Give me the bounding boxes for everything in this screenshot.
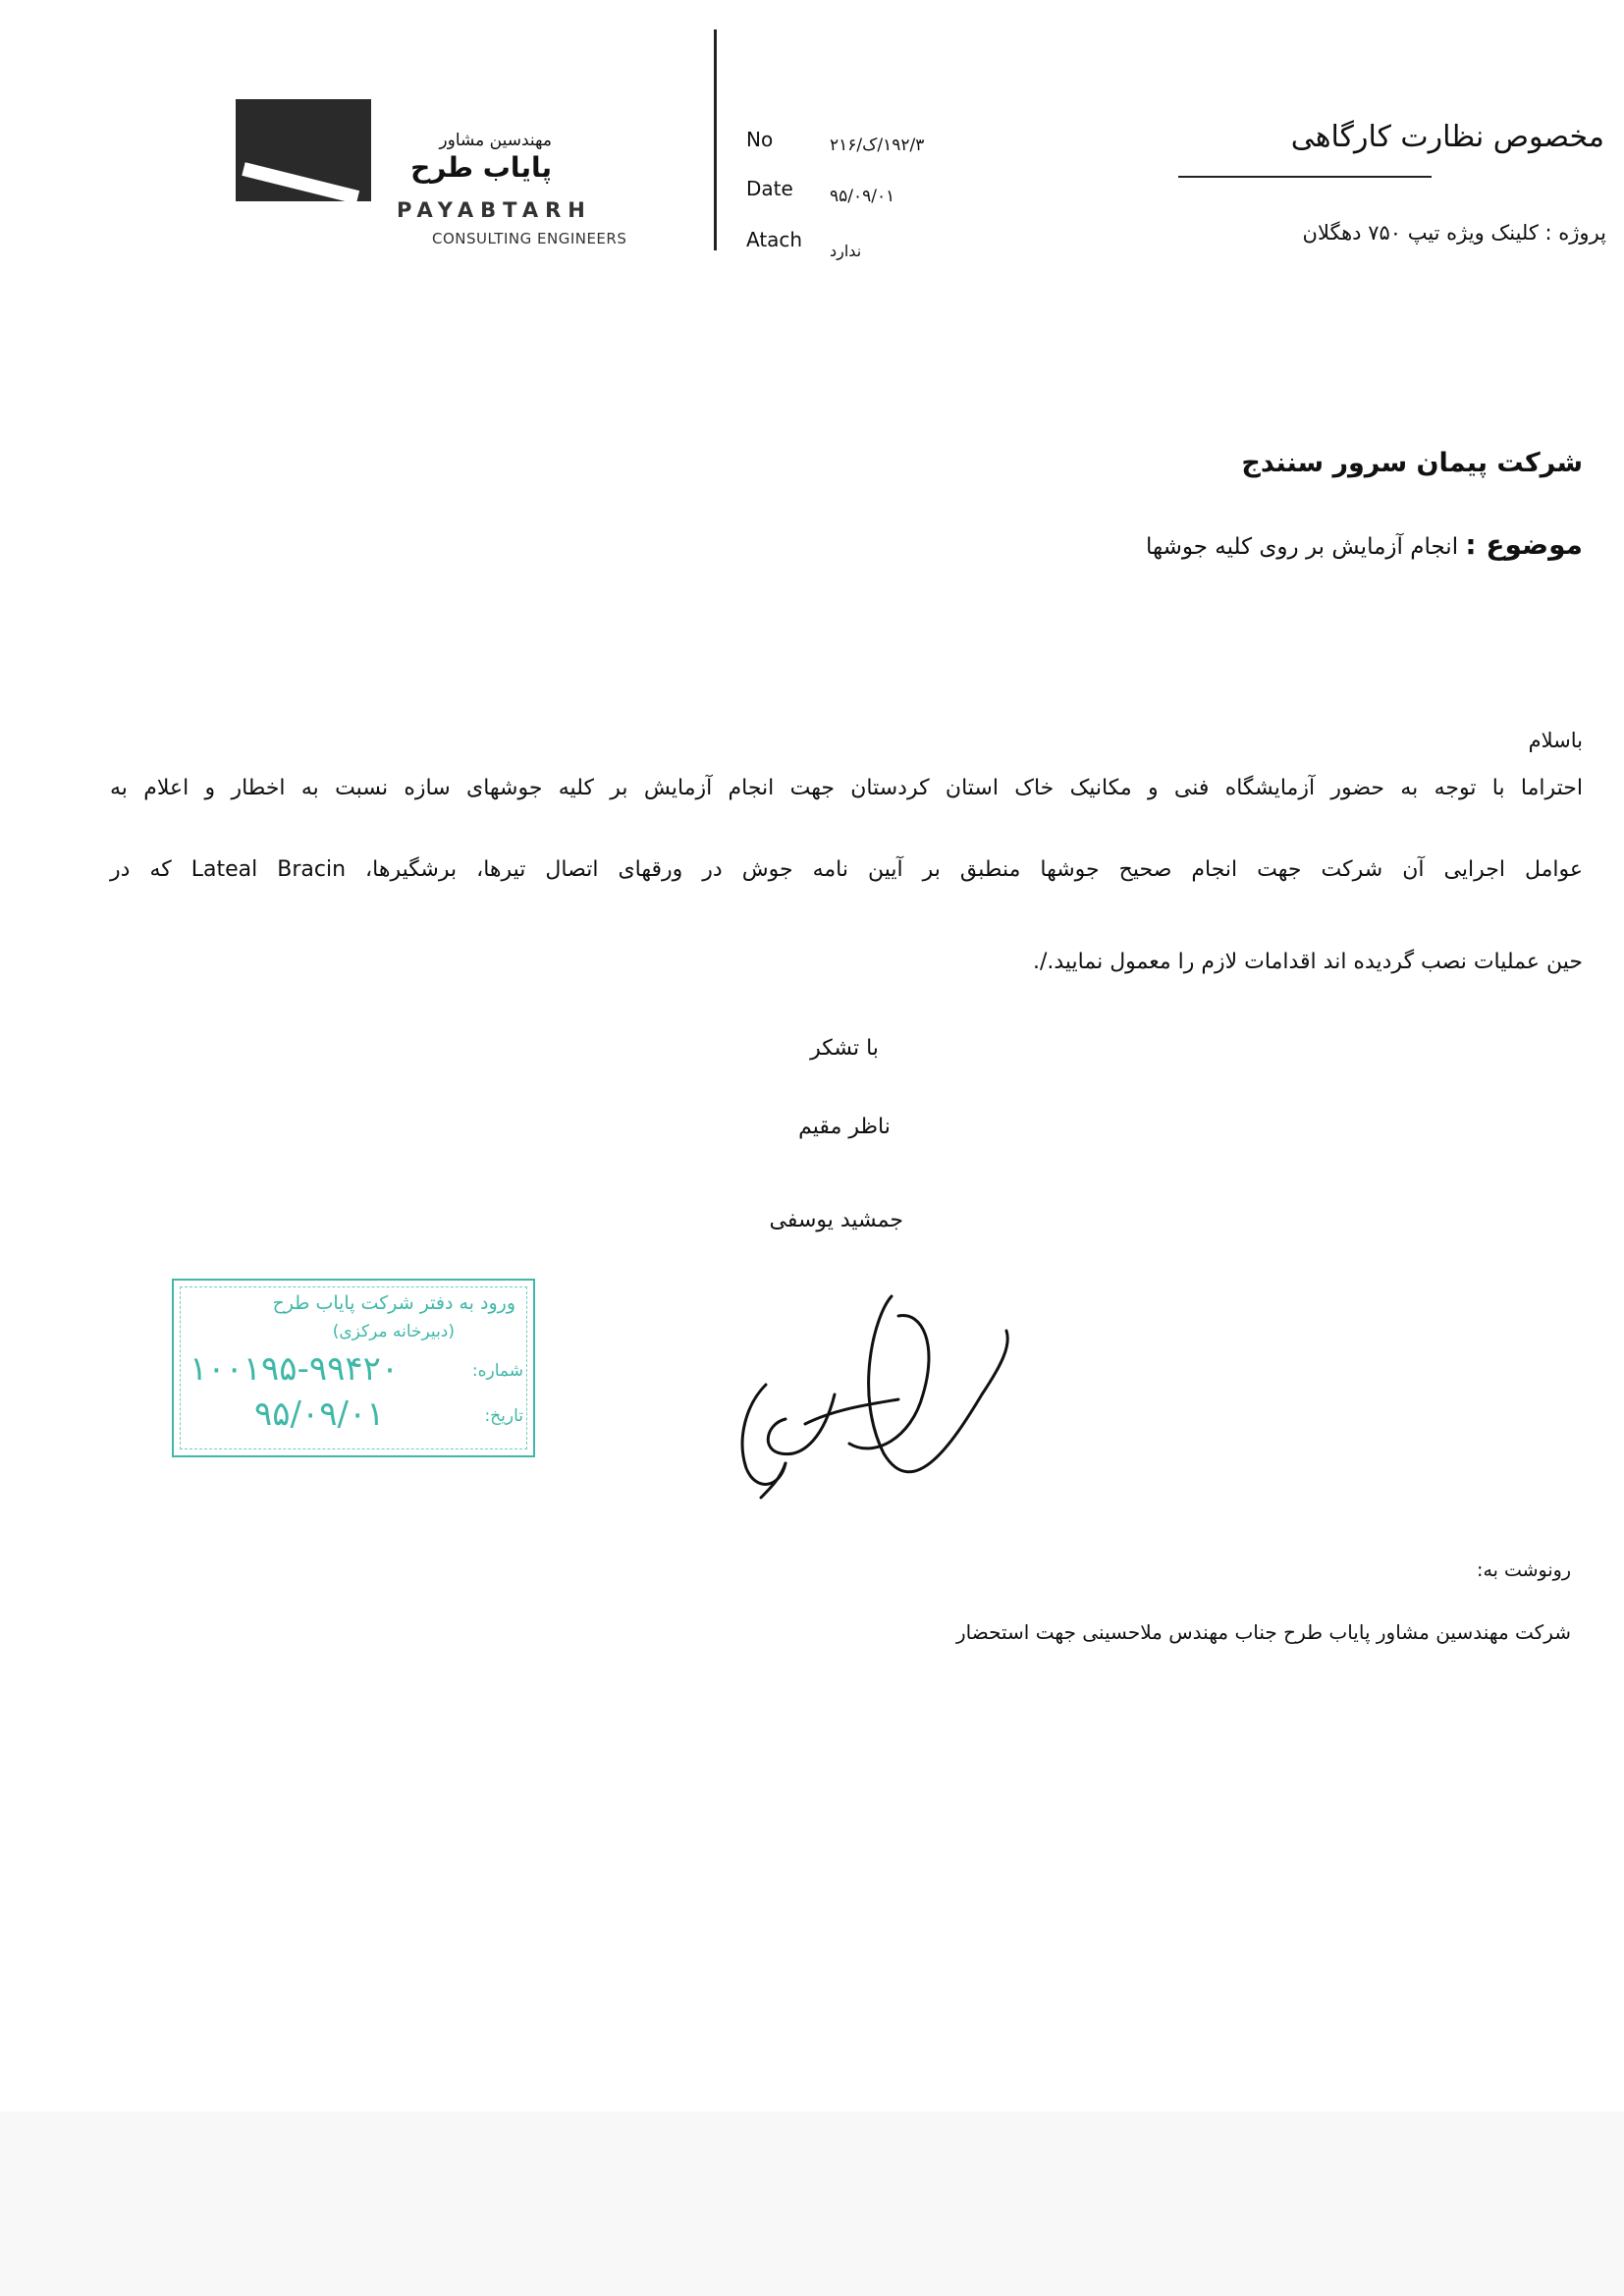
number-label: No [746, 128, 774, 151]
logo-en-name: PAYABTARH [397, 198, 592, 222]
attachment-label: Atach [746, 228, 803, 251]
signature-stroke-left [742, 1385, 785, 1484]
page-footer-shade [0, 2111, 1624, 2296]
stamp-number-label: شماره: [471, 1361, 523, 1381]
stamp-date-label: تاریخ: [484, 1406, 523, 1426]
greeting: باسلام [1528, 729, 1583, 752]
closing-thanks: با تشکر [810, 1036, 879, 1061]
logo-en-subtitle: CONSULTING ENGINEERS [432, 230, 627, 247]
cc-label: رونوشت به: [1477, 1559, 1571, 1581]
signature-stroke-tail [761, 1463, 785, 1498]
date-label: Date [746, 177, 793, 200]
header-title: مخصوص نظارت کارگاهی [1290, 120, 1604, 154]
project-line: پروژه : کلینک ویژه تیپ ۷۵۰ دهگلان [1302, 221, 1606, 245]
subject-line [1146, 528, 1583, 561]
logo-fa-name: پایاب طرح [410, 151, 552, 184]
subject-text: انجام آزمایش بر روی کلیه جوشها [1145, 534, 1466, 560]
logo-fa-subtitle: مهندسین مشاور [439, 131, 552, 150]
body-paragraph-line-1: احتراما با توجه به حضور آزمایشگاه فنی و مکانیک خاک استان کردستان جهت انجام آزمایش بر کلیه جوشهای سازه نسبت به اخطار و اعلام به [110, 776, 1583, 800]
signature-stroke-main [869, 1296, 1008, 1472]
signature-stroke-loop [849, 1316, 929, 1449]
number-value: ۱۹۲/۳/ک/۲۱۶ [830, 136, 925, 155]
recipient: شرکت پیمان سرور سنندج [1241, 448, 1583, 478]
signature-stroke-bar [805, 1399, 898, 1424]
body-paragraph-line-2: عوامل اجرایی آن شرکت جهت انجام صحیح جوشها منطبق بر آیین نامه جوش در ورقهای اتصال تیرها، برشگیرها، Lateal Bracin که در [110, 857, 1583, 882]
signer-name: جمشید یوسفی [769, 1208, 903, 1232]
cc-recipient: شرکت مهندسین مشاور پایاب طرح جناب مهندس ملاحسینی جهت استحضار [956, 1620, 1571, 1644]
date-value: ۹۵/۰۹/۰۱ [830, 187, 895, 206]
handwritten-signature [687, 1277, 1021, 1512]
body-paragraph-line-3: حین عملیات نصب گردیده اند اقدامات لازم را معمول نمایید./. [1032, 950, 1583, 974]
logo-mark-icon [236, 99, 371, 201]
logo-stripe [242, 162, 359, 201]
signer-role: ناظر مقیم [798, 1115, 891, 1139]
stamp-number-value: ۱۰۰۱۹۵-۹۹۴۲۰ [189, 1349, 400, 1389]
attachment-value: ندارد [830, 242, 862, 260]
header-title-underline [1178, 176, 1432, 178]
stamp-date-value: ۹۵/۰۹/۰۱ [254, 1394, 385, 1434]
subject-label: موضوع : [1465, 528, 1583, 561]
stamp-subheading: (دبیرخانه مرکزی) [332, 1322, 455, 1341]
signature-stroke-letter [768, 1394, 835, 1454]
stamp-heading: ورود به دفتر شرکت پایاب طرح [272, 1292, 515, 1314]
received-stamp [172, 1279, 535, 1457]
header-divider [714, 29, 717, 250]
